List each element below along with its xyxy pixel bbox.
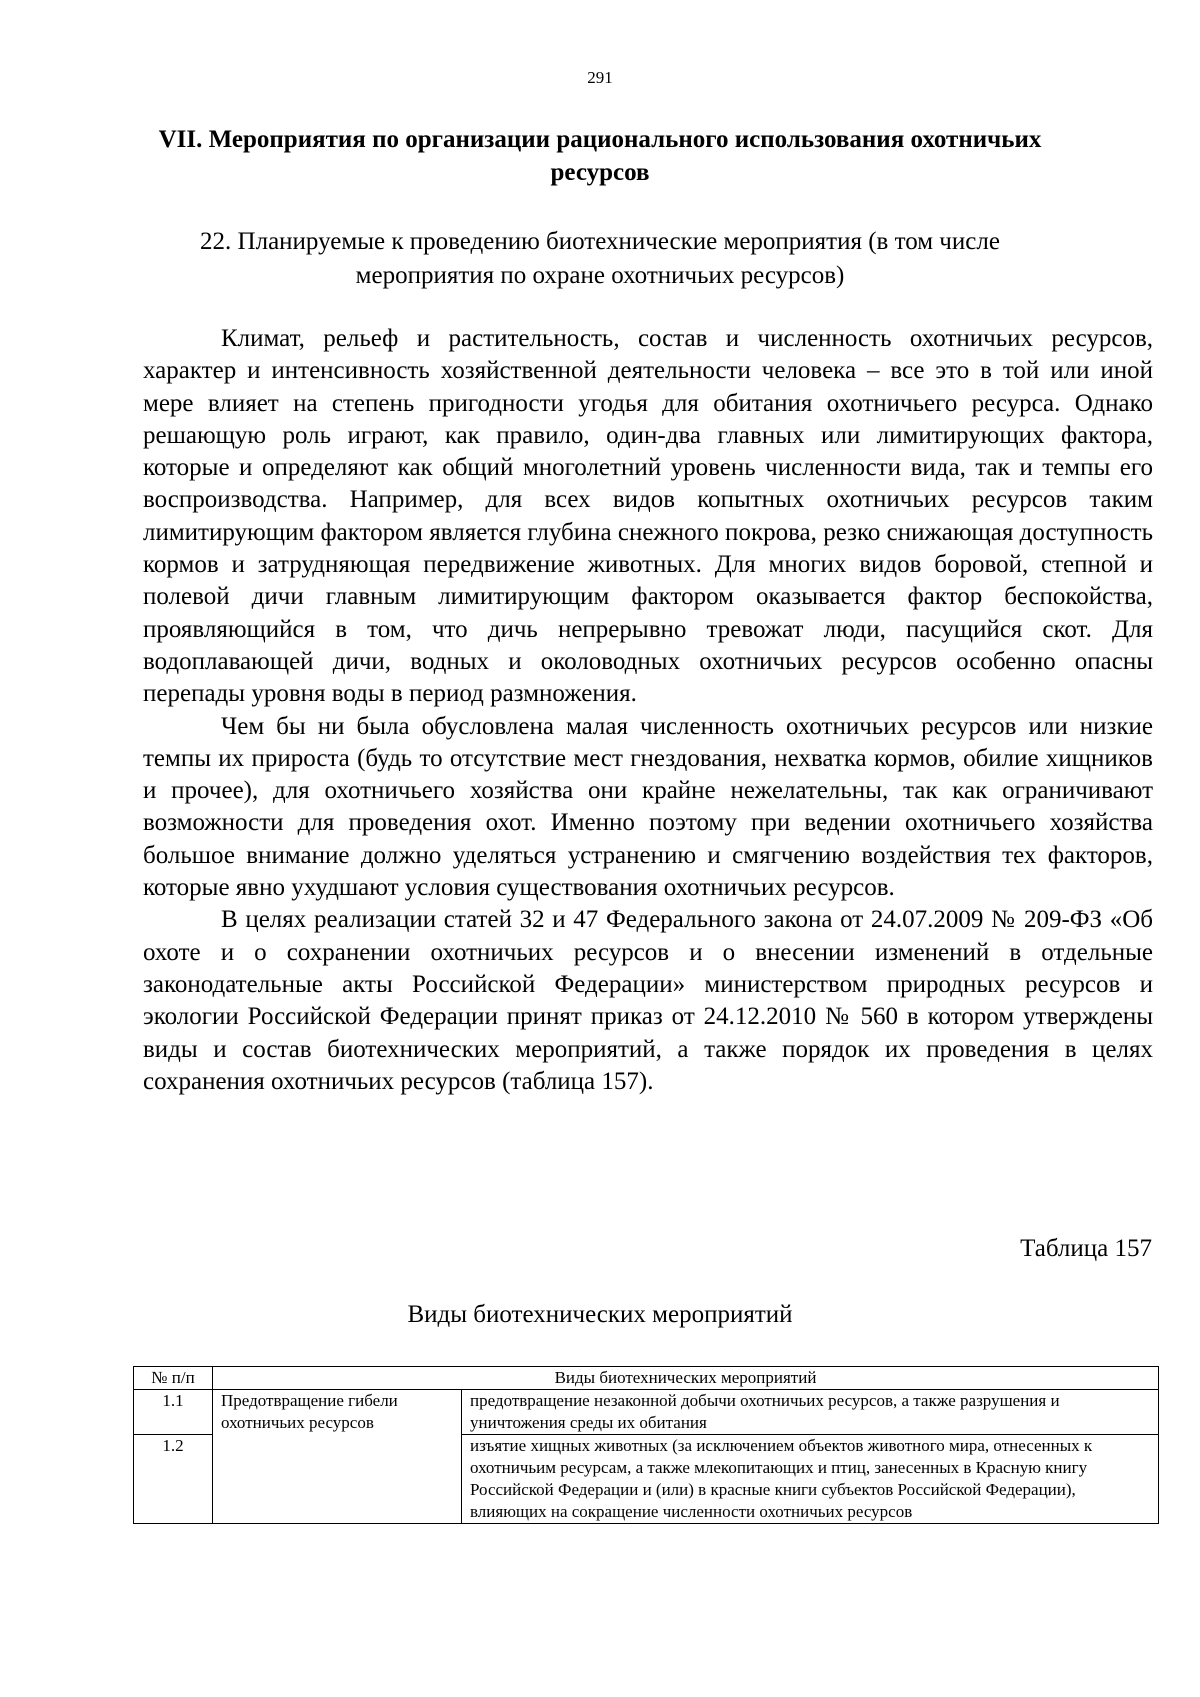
row-text-cell: изъятие хищных животных (за исключением объектов животного мира, отнесенных к охотничьим ресурсам, а также млекопитающих и птиц, занесенных в Красную книгу Российской Федерации и (или) в красные книги субъектов Российской Федерации), влияющих на сокращение численности охотничьих ресурсов	[462, 1435, 1159, 1524]
paragraph: В целях реализации статей 32 и 47 Федерального закона от 24.07.2009 № 209-ФЗ «Об охоте и о сохранении охотничьих ресурсов и о внесении изменений в отдельные законодательные акты Российской Федерации» министерством природных ресурсов и экологии Российской Федерации принят приказ от 24.12.2010 № 560 в котором утверждены виды и состав биотехнических мероприятий, а также порядок их проведения в целях сохранения охотничьих ресурсов (таблица 157).	[143, 906, 1153, 1095]
row-text-cell: предотвращение незаконной добычи охотничьих ресурсов, а также разрушения и уничтожения среды их обитания	[462, 1390, 1159, 1435]
header-kinds-cell: Виды биотехнических мероприятий	[213, 1367, 1159, 1390]
row-num-cell: 1.1	[134, 1390, 213, 1435]
table-caption: Виды биотехнических мероприятий	[407, 1301, 793, 1328]
biotech-measures-table	[133, 1366, 1159, 1524]
paragraph: Чем бы ни была обусловлена малая численность охотничьих ресурсов или низкие темпы их прироста (будь то отсутствие мест гнездования, нехватка кормов, обилие хищников и прочее), для охотничьего хозяйства они крайне нежелательны, так как ограничивают возможности для проведения охот. Именно поэтому при ведении охотничьего хозяйства большое внимание должно уделяться устранению и смягчению воздействия тех факторов, которые явно ухудшают условия существования охотничьих ресурсов.	[143, 712, 1153, 902]
row-num-cell: 1.2	[134, 1435, 213, 1524]
table-header-row	[134, 1367, 1159, 1390]
paragraph: Климат, рельеф и растительность, состав и численность охотничьих ресурсов, характер и интенсивность хозяйственной деятельности человека – все это в той или иной мере влияет на степень пригодности угодья для обитания охотничьего ресурса. Однако решающую роль играют, как правило, один-два главных или лимитирующих фактора, которые и определяют как общий многолетний уровень численности вида, так и темпы его воспроизводства. Например, для всех видов копытных охотничьих ресурсов таким лимитирующим фактором является глубина снежного покрова, резко снижающая доступность кормов и затрудняющая передвижение животных. Для многих видов боровой, степной и полевой дичи главным лимитирующим фактором оказывается фактор беспокойства, проявляющийся в том, что дичь непрерывно тревожат люди, пасущийся скот. Для водоплавающей дичи, водных и околоводных охотничьих ресурсов особенно опасны перепады уровня воды в период размножения.	[143, 325, 1153, 708]
subsection-title: 22. Планируемые к проведению биотехнические мероприятия (в том числе мероприятия по охране охотничьих ресурсов)	[200, 228, 1000, 289]
header-num-cell: № п/п	[134, 1367, 213, 1390]
body-text	[143, 323, 1153, 1098]
section-title: VII. Мероприятия по организации рационального использования охотничьих ресурсов	[158, 126, 1042, 186]
table-label: Таблица 157	[1020, 1235, 1152, 1262]
table-row	[134, 1390, 1159, 1435]
page-number: 291	[587, 68, 613, 87]
row-group-cell: Предотвращение гибели охотничьих ресурсов	[213, 1390, 462, 1524]
